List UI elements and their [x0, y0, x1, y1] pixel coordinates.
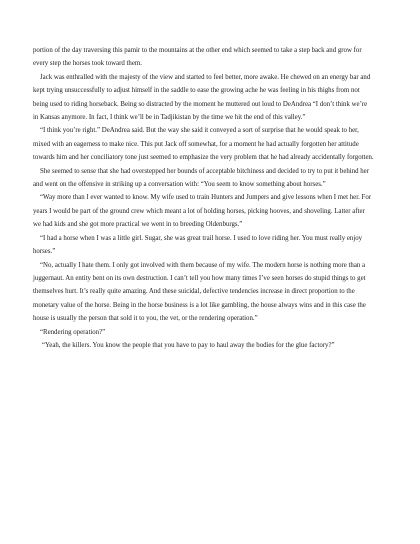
paragraph-way-more: “Way more than I ever wanted to know. My wife used to train Hunters and Jumpers and give lessons when I met her. For years I would be part of the ground crew which meant a lot of holding horses, picking hooves, and shoveling. Latter after we had kids and she got more practical we went in to breeding Oldenburgs.”	[33, 194, 372, 229]
paragraph-killers: “Yeah, the killers. You know the people that you have to pay to haul away the bodies for the glue factory?”	[42, 341, 335, 349]
paragraph-jack-enthralled: Jack was enthralled with the majesty of the view and started to feel better, more awake. He chewed on an energy bar and kept trying unsuccessfully to adjust himself in the saddle to ease the growing ache he was feeling in his thighs from not being used to riding horseback. Being so distracted by the moment he muttered out loud to DeAndrea “I don’t think we’re in Kansas anymore. In fact, I think we’ll be in Tadjikistan by the time we hit the end of this valley.”	[33, 73, 371, 122]
paragraph-rendering-question: “Rendering operation?”	[40, 328, 106, 336]
paragraph-hate-horses: “No, actually I hate them. I only got involved with them because of my wife. The modern horse is nothing more than a juggernaut. An entity bent on its own destruction. I can’t tell you how many times I’ve seen horses do stupid things to get themselves hurt. It’s really quite amazing. And these suicidal, defective tendencies increase in direct proportion to the monetary value of the horse. Being in the horse business is a lot like gambling, the house always wins and in this case the house is usually the person that sold it to you, the vet, or the rendering operation.”	[33, 261, 366, 323]
paragraph-little-girl: “I had a horse when I was a little girl. Sugar, she was great trail horse. I used to love riding her. You must really enjoy horses.”	[33, 234, 363, 256]
paragraph-continuation: portion of the day traversing this pamir to the mountains at the other end which seemed to take a step back and grow for every step the horses took toward them.	[33, 47, 362, 68]
paragraph-deandrea-reply: “I think you’re right.” DeAndrea said. But the way she said it conveyed a sort of surprise that he would speak to her, mixed with an eagerness to make nice. This put Jack off somewhat, for a moment he had actually forgotten her attitude towards him and her conciliatory tone just seemed to emphasize the very problem that he had already accidentally forgotten.	[33, 127, 374, 162]
paragraph-overstepped: She seemed to sense that she had overstepped her bounds of acceptable bitchiness and decided to try to put it behind her and went on the offensive in striking up a conversation with: “You seem to know something about horses.”	[33, 167, 369, 189]
